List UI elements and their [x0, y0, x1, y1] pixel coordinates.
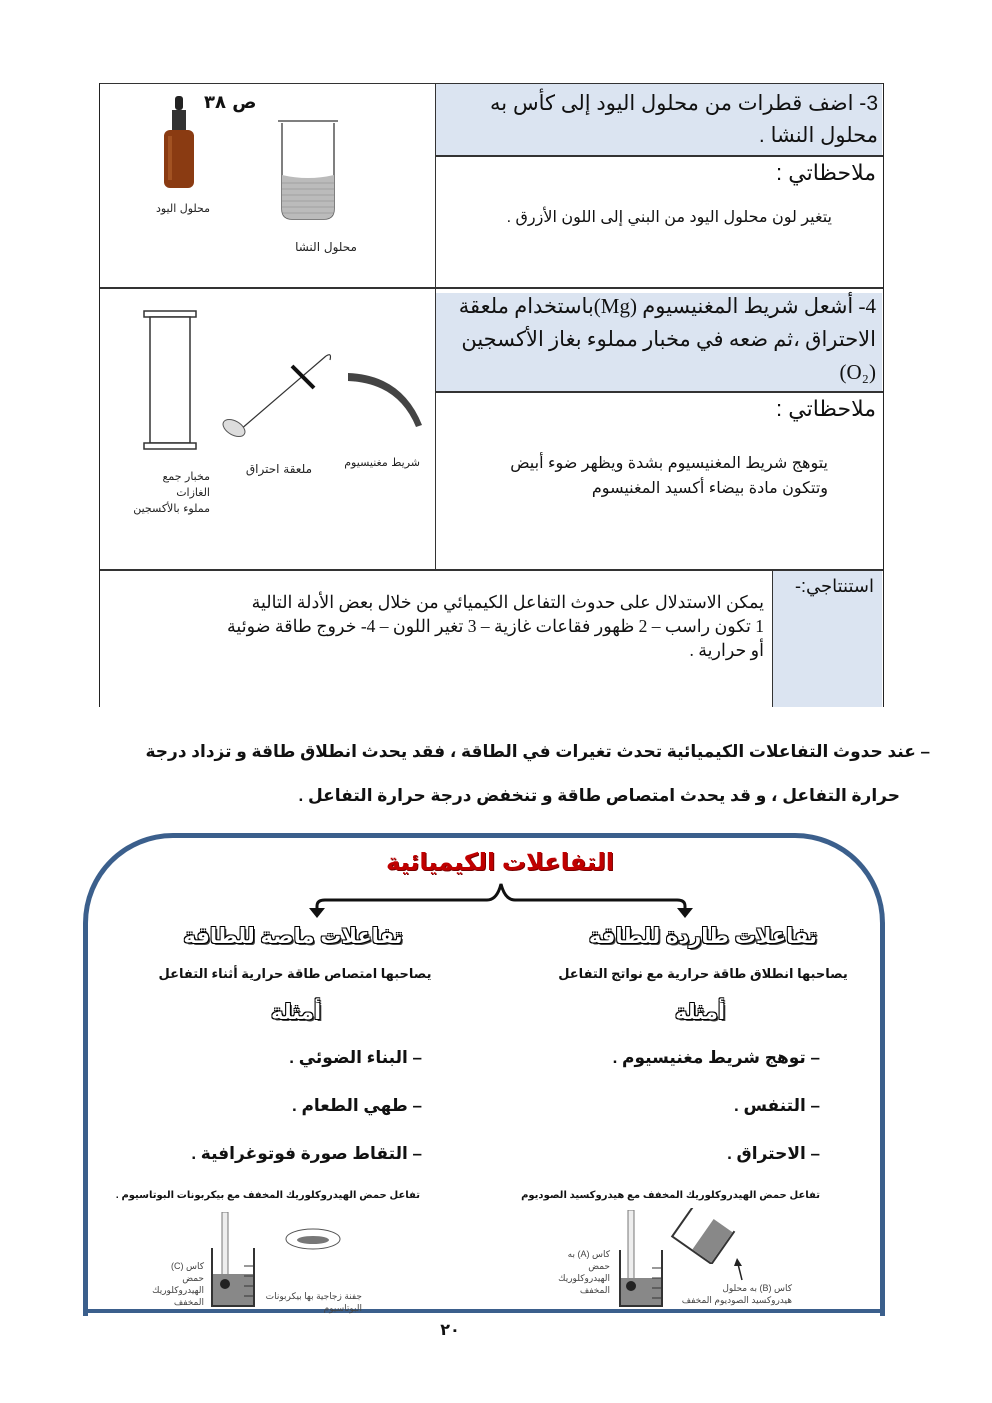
glass-dish-icon: [284, 1226, 342, 1252]
page-reference: ص ٣٨: [204, 92, 257, 113]
energy-paragraph-line1: – عند حدوث التفاعلات الكيميائية تحدث تغيرات في الطاقة ، فقد يحدث انطلاق طاقة و تزداد درجة: [145, 742, 930, 761]
beaker-b-tilted-icon: [668, 1208, 738, 1264]
starch-label: محلول النشا: [295, 240, 357, 254]
pour-arrow-icon: [734, 1258, 748, 1282]
row4-step-line2: الاحتراق ،ثم ضعه في مخبار مملوء بغاز الأكسجين: [461, 327, 876, 351]
beaker-a-label: كاس (A) به حمض الهيدروكلوريك المخفف: [558, 1249, 610, 1295]
row3-step-text: 3- اضف قطرات من محلول اليود إلى كأس به محلول النشا .: [490, 92, 878, 147]
endothermic-description: يصاحبها امتصاص طاقة حرارية أثناء التفاعل: [158, 966, 432, 981]
exothermic-heading: تفاعلات طاردة للطاقة: [588, 925, 818, 948]
energy-paragraph-line2: حرارة التفاعل ، و قد يحدث امتصاص طاقة و تنخفض درجة حرارة التفاعل .: [298, 786, 900, 805]
starch-beaker-icon: [276, 119, 340, 223]
dish-label: جفنة زجاجية بها بيكربونات البوتاسيوم: [265, 1291, 362, 1313]
diagram-title: التفاعلات الكيميائية: [386, 849, 614, 876]
exothermic-small-example: تفاعل حمض الهيدروكلوريك المخفف مع هيدروكسيد الصوديوم: [521, 1190, 820, 1201]
beaker-c-label: كاس (C) حمض الهيدروكلوريك المخفف: [152, 1261, 204, 1307]
row4-observation-line1: يتوهج شريط المغنيسيوم بشدة ويظهر ضوء أبيض: [510, 455, 828, 472]
row4-observation-line2: وتتكون مادة بيضاء أكسيد المغنيسوم: [591, 480, 828, 497]
exothermic-description: يصاحبها انطلاق طاقة حرارية مع نواتج التفاعل: [558, 966, 848, 981]
iodine-bottle-icon: [160, 96, 200, 190]
iodine-label: محلول اليود: [155, 202, 211, 215]
beaker-b-label: كاس (B) به محلول هيدروكسيد الصوديوم المخفف: [681, 1283, 792, 1305]
spoon-label: ملعقة احتراق: [245, 462, 312, 476]
conclusion-heading: استنتاجي:-: [795, 576, 874, 596]
row3-observation-heading: ملاحظاتي :: [776, 160, 876, 185]
exothermic-examples-heading: أمثلة: [674, 1001, 726, 1024]
conclusion-line1: يمكن الاستدلال على حدوث التفاعل الكيميائي من خلال بعض الأدلة التالية: [251, 592, 764, 612]
conclusion-line2: 1 تكون راسب – 2 ظهور فقاعات غازية – 3 تغير اللون – 4- خروج طاقة ضوئية: [227, 616, 764, 636]
row3-observation-text: يتغير لون محلول اليود من البني إلى اللون الأزرق .: [506, 209, 832, 226]
row4-observation-heading: ملاحظاتي :: [776, 396, 876, 421]
conclusion-line3: أو حرارية .: [689, 640, 764, 660]
endothermic-heading: تفاعلات ماصة للطاقة: [183, 925, 403, 948]
jar-label-line2: الغازات: [176, 486, 210, 499]
jar-label-line3: مملوء بالأكسجين: [133, 502, 210, 515]
endothermic-examples-heading: أمثلة: [270, 1001, 322, 1024]
ribbon-label: شريط مغنيسيوم: [344, 456, 420, 469]
exothermic-example-2: – التنفس .: [734, 1096, 820, 1115]
row4-step-line1: 4- أشعل شريط المغنيسيوم (Mg)باستخدام ملعقة: [458, 294, 876, 318]
gas-jar-icon: [140, 309, 200, 451]
magnesium-ribbon-icon: [346, 369, 426, 429]
endothermic-small-example: تفاعل حمض الهيدروكلوريك المخفف مع بيكربونات البوتاسيوم .: [115, 1190, 420, 1201]
endothermic-example-2: – طهي الطعام .: [292, 1096, 422, 1115]
branch-arrows-icon: [305, 880, 700, 920]
combustion-spoon-icon: [222, 350, 334, 446]
jar-label-line1: مخبار جمع: [162, 470, 210, 483]
endothermic-example-1: – البناء الضوئي .: [289, 1048, 422, 1067]
row4-step-line3: (O₂): [839, 360, 876, 384]
endothermic-example-3: – التقاط صورة فوتوغرافية .: [191, 1144, 422, 1163]
beaker-a-thermometer-icon: [618, 1210, 666, 1310]
beaker-c-thermometer-icon: [210, 1212, 258, 1310]
page-number: ٢٠: [440, 1322, 460, 1339]
exothermic-example-1: – توهج شريط مغنيسيوم .: [612, 1048, 820, 1067]
exothermic-example-3: – الاحتراق .: [727, 1144, 820, 1163]
